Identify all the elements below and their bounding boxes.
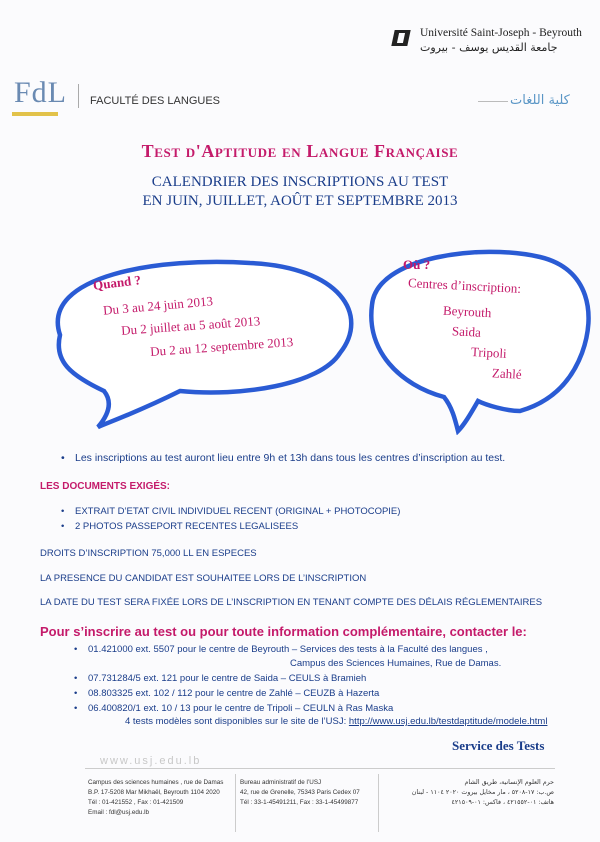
models-line bbox=[125, 716, 547, 727]
date-range: Du 2 juillet au 5 août 2013 bbox=[120, 313, 261, 338]
presence-line: LA PRESENCE DU CANDIDAT EST SOUHAITEE LORS DE L’INSCRIPTION bbox=[40, 573, 367, 584]
university-arabic-name: جامعة القديس يوسف - بيروت bbox=[420, 41, 558, 54]
when-heading: Quand ? bbox=[92, 272, 142, 293]
centre-name: Beyrouth bbox=[442, 302, 492, 321]
subtitle-line-1: CALENDRIER DES INSCRIPTIONS AU TEST bbox=[151, 174, 449, 190]
footer-line: حرم العلوم الإنسانية، طريق الشام bbox=[464, 779, 554, 786]
speech-bubbles bbox=[0, 235, 600, 435]
centres-label: Centres d’inscription: bbox=[407, 275, 522, 296]
arabic-rule bbox=[478, 101, 508, 102]
fees-line: DROITS D’INSCRIPTION 75,000 LL EN ESPECES bbox=[40, 548, 257, 559]
footer-line: Campus des sciences humaines , rue de Damas bbox=[88, 779, 224, 786]
footer-email[interactable]: Email : fdl@usj.edu.lb bbox=[88, 809, 149, 816]
footer-line: B.P. 17-5208 Mar Mikhaël, Beyrouth 1104 2020 bbox=[88, 789, 220, 796]
footer-line: 42, rue de Grenelle, 75343 Paris Cedex 07 bbox=[240, 789, 360, 796]
faculty-name: FACULTÉ DES LANGUES bbox=[90, 95, 220, 107]
faculty-logo: FdL bbox=[14, 76, 68, 109]
footer-line: Bureau administratif de l’USJ bbox=[240, 779, 322, 786]
models-text: 4 tests modèles sont disponibles sur le site de l’USJ: bbox=[125, 716, 347, 727]
footer-line: Tél : 33-1-45491211, Fax : 33-1-45499877 bbox=[240, 799, 359, 806]
centre-name: Saida bbox=[451, 323, 482, 340]
centre-name: Tripoli bbox=[470, 344, 508, 361]
document-item: • EXTRAIT D’ETAT CIVIL INDIVIDUEL RECENT (ORIGINAL + PHOTOCOPIE) bbox=[75, 506, 400, 517]
where-heading: Où ? bbox=[403, 257, 431, 272]
subtitle bbox=[0, 173, 600, 211]
page-title: Test d'Aptitude en Langue Française bbox=[141, 141, 459, 161]
footer-line: Tél : 01-421552 , Fax : 01-421509 bbox=[88, 799, 184, 806]
university-name: Université Saint-Joseph - Beyrouth bbox=[420, 27, 582, 39]
documents-heading: LES DOCUMENTS EXIGÉS: bbox=[40, 481, 171, 492]
footer-separator bbox=[235, 774, 236, 832]
footer-address-arabic bbox=[382, 778, 554, 808]
footer-divider bbox=[85, 768, 555, 769]
contact-item: • 08.803325 ext. 102 / 112 pour le centre de Zahlé – CEUZB à Hazerta bbox=[88, 688, 379, 699]
contact-item: • 07.731284/5 ext. 121 pour le centre de Saida – CEULS à Bramieh bbox=[88, 673, 366, 684]
date-range: Du 2 au 12 septembre 2013 bbox=[149, 334, 294, 359]
faculty-arabic-name: كلية اللغات bbox=[510, 93, 570, 108]
contact-heading: Pour s’inscrire au test ou pour toute information complémentaire, contacter le: bbox=[40, 624, 527, 639]
footer-address-beirut bbox=[88, 778, 223, 818]
faculty-logo-bar bbox=[12, 112, 58, 116]
contact-item: • 01.421000 ext. 5507 pour le centre de Beyrouth – Services des tests à la Faculté des langues , bbox=[88, 644, 488, 655]
centre-name: Zahlé bbox=[491, 365, 522, 382]
contact-item: • 06.400820/1 ext. 10 / 13 pour le centre de Tripoli – CEULN à Ras Maska bbox=[88, 703, 393, 714]
service-signature: Service des Tests bbox=[452, 738, 545, 753]
models-link[interactable]: http://www.usj.edu.lb/testdaptitude/modele.html bbox=[348, 716, 548, 727]
usj-logo-icon bbox=[391, 30, 410, 46]
website-url[interactable]: www.usj.edu.lb bbox=[100, 755, 202, 767]
hours-note: • Les inscriptions au test auront lieu entre 9h et 13h dans tous les centres d’inscription au test. bbox=[75, 452, 505, 464]
document-item: • 2 PHOTOS PASSEPORT RECENTES LEGALISEES bbox=[75, 521, 298, 532]
subtitle-line-2: EN JUIN, JUILLET, AOÛT ET SEPTEMBRE 2013 bbox=[142, 193, 458, 209]
footer-line: ص.ب: ١٧-٥٢٠٨ ، مار مخايل بيروت ٢٠٢٠ ١١٠٤ - لبنان bbox=[411, 789, 554, 796]
footer-address-paris bbox=[240, 778, 360, 808]
date-range: Du 3 au 24 juin 2013 bbox=[102, 293, 214, 318]
contact-item-continuation: Campus des Sciences Humaines, Rue de Damas. bbox=[290, 658, 502, 669]
header-divider bbox=[78, 84, 79, 108]
test-date-line: LA DATE DU TEST SERA FIXÉE LORS DE L’INSCRIPTION EN TENANT COMPTE DES DÉLAIS RÉGLEMENTAIRES bbox=[40, 597, 543, 608]
footer-line: هاتف: ٠١-٤٢١٥٥٢ ، فاكس: ٠١-٤٢١٥٠٩ bbox=[451, 799, 554, 806]
footer-separator bbox=[378, 774, 379, 832]
